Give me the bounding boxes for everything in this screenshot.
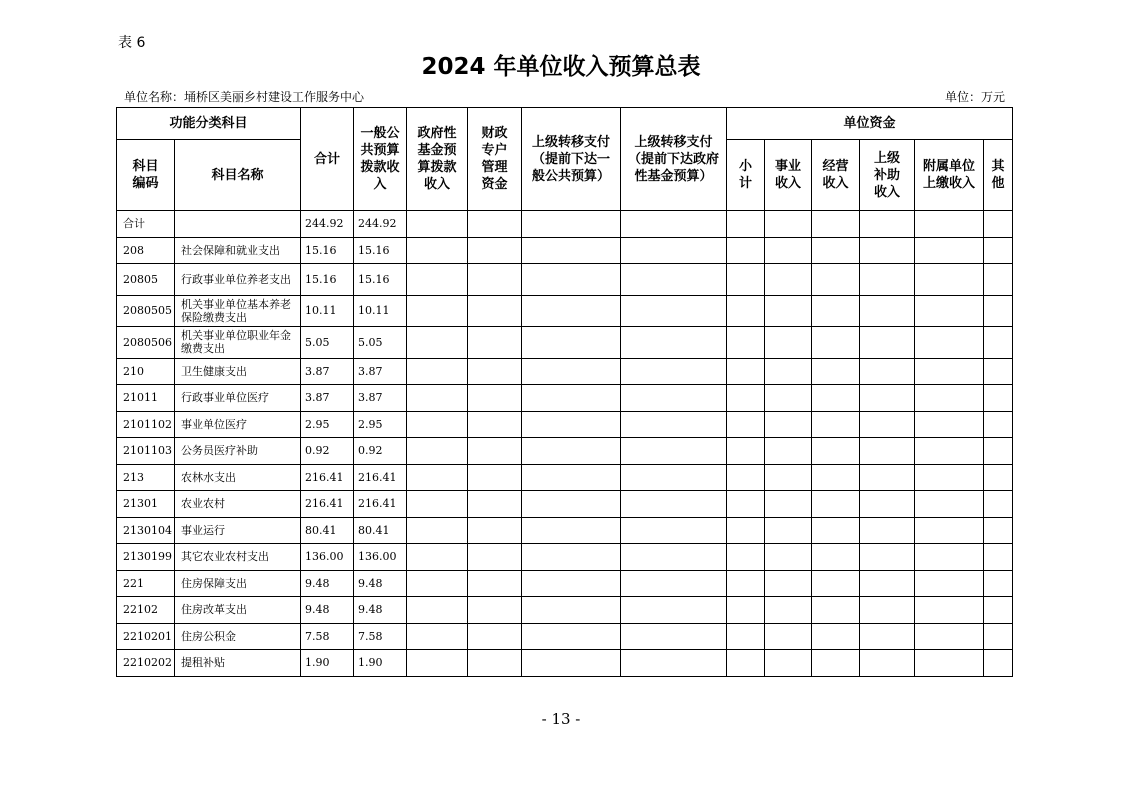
table-row xyxy=(117,211,1013,238)
row-general: 5.05 xyxy=(354,327,407,359)
page-number: - 13 - xyxy=(541,710,581,728)
row-general: 7.58 xyxy=(354,623,407,650)
header-subtotal: 小计 xyxy=(727,140,765,211)
row-general: 3.87 xyxy=(354,385,407,412)
row-total: 3.87 xyxy=(301,385,354,412)
row-general: 15.16 xyxy=(354,237,407,264)
row-name: 农业农村 xyxy=(175,491,301,518)
row-general: 244.92 xyxy=(354,211,407,238)
row-name: 机关事业单位基本养老保险缴费支出 xyxy=(175,295,301,327)
header-transfer-general: 上级转移支付（提前下达一般公共预算） xyxy=(522,108,621,211)
row-general: 3.87 xyxy=(354,358,407,385)
header-name: 科目名称 xyxy=(175,140,301,211)
table-row xyxy=(117,570,1013,597)
row-general: 216.41 xyxy=(354,491,407,518)
row-code: 21301 xyxy=(117,491,175,518)
row-name: 农林水支出 xyxy=(175,464,301,491)
table-row xyxy=(117,358,1013,385)
row-total: 80.41 xyxy=(301,517,354,544)
row-name: 公务员医疗补助 xyxy=(175,438,301,465)
row-general: 136.00 xyxy=(354,544,407,571)
table-row xyxy=(117,295,1013,327)
row-name xyxy=(175,211,301,238)
row-general: 9.48 xyxy=(354,597,407,624)
header-general-public: 一般公共预算拨款收入 xyxy=(354,108,407,211)
row-code: 213 xyxy=(117,464,175,491)
row-code: 2101102 xyxy=(117,411,175,438)
row-name: 行政事业单位养老支出 xyxy=(175,264,301,296)
row-name: 机关事业单位职业年金缴费支出 xyxy=(175,327,301,359)
row-total: 216.41 xyxy=(301,464,354,491)
unit-name: 单位名称：埇桥区美丽乡村建设工作服务中心 xyxy=(124,90,365,104)
table-row xyxy=(117,237,1013,264)
row-general: 1.90 xyxy=(354,650,407,677)
header-functional-category: 功能分类科目 xyxy=(117,108,301,140)
row-name: 住房公积金 xyxy=(175,623,301,650)
header-subordinate-income: 附属单位上缴收入 xyxy=(915,140,984,211)
row-general: 10.11 xyxy=(354,295,407,327)
row-code: 2210202 xyxy=(117,650,175,677)
row-total: 216.41 xyxy=(301,491,354,518)
row-total: 1.90 xyxy=(301,650,354,677)
table-row xyxy=(117,544,1013,571)
table-row xyxy=(117,385,1013,412)
table-row xyxy=(117,438,1013,465)
table-row xyxy=(117,517,1013,544)
row-total: 9.48 xyxy=(301,597,354,624)
row-general: 0.92 xyxy=(354,438,407,465)
row-code: 22102 xyxy=(117,597,175,624)
row-name: 行政事业单位医疗 xyxy=(175,385,301,412)
row-name: 住房改革支出 xyxy=(175,597,301,624)
table-row xyxy=(117,264,1013,296)
row-total: 9.48 xyxy=(301,570,354,597)
row-total: 15.16 xyxy=(301,264,354,296)
row-code: 21011 xyxy=(117,385,175,412)
table-row xyxy=(117,327,1013,359)
header-superior-subsidy: 上级补助收入 xyxy=(860,140,915,211)
header-operating-income: 经营收入 xyxy=(812,140,860,211)
header-unit-funds: 单位资金 xyxy=(727,108,1013,140)
header-transfer-fund: 上级转移支付（提前下达政府性基金预算） xyxy=(621,108,727,211)
row-name: 提租补贴 xyxy=(175,650,301,677)
table-row xyxy=(117,411,1013,438)
table-row xyxy=(117,464,1013,491)
header-total: 合计 xyxy=(301,108,354,211)
table-label: 表 6 xyxy=(118,35,146,51)
row-total: 15.16 xyxy=(301,237,354,264)
header-business-income: 事业收入 xyxy=(765,140,812,211)
header-gov-fund: 政府性基金预算拨款收入 xyxy=(407,108,468,211)
row-code: 20805 xyxy=(117,264,175,296)
table-row xyxy=(117,491,1013,518)
row-general: 9.48 xyxy=(354,570,407,597)
row-total: 3.87 xyxy=(301,358,354,385)
table-row xyxy=(117,623,1013,650)
header-code: 科目编码 xyxy=(117,140,175,211)
row-general: 216.41 xyxy=(354,464,407,491)
row-general: 80.41 xyxy=(354,517,407,544)
row-general: 15.16 xyxy=(354,264,407,296)
row-code: 2101103 xyxy=(117,438,175,465)
row-total: 10.11 xyxy=(301,295,354,327)
row-name: 其它农业农村支出 xyxy=(175,544,301,571)
row-name: 卫生健康支出 xyxy=(175,358,301,385)
row-total: 5.05 xyxy=(301,327,354,359)
row-code: 221 xyxy=(117,570,175,597)
row-code: 2130104 xyxy=(117,517,175,544)
budget-table xyxy=(116,107,1013,677)
row-total: 0.92 xyxy=(301,438,354,465)
row-code: 2210201 xyxy=(117,623,175,650)
row-total: 136.00 xyxy=(301,544,354,571)
row-code: 合计 xyxy=(117,211,175,238)
row-code: 210 xyxy=(117,358,175,385)
row-code: 2080505 xyxy=(117,295,175,327)
page-title: 2024 年单位收入预算总表 xyxy=(421,54,701,80)
table-row xyxy=(117,650,1013,677)
unit-measure: 单位：万元 xyxy=(944,90,1005,104)
header-special-fiscal: 财政专户管理资金 xyxy=(468,108,522,211)
row-name: 社会保障和就业支出 xyxy=(175,237,301,264)
table-row xyxy=(117,597,1013,624)
header-other: 其他 xyxy=(984,140,1013,211)
row-name: 住房保障支出 xyxy=(175,570,301,597)
row-code: 2130199 xyxy=(117,544,175,571)
row-code: 2080506 xyxy=(117,327,175,359)
row-name: 事业运行 xyxy=(175,517,301,544)
row-total: 2.95 xyxy=(301,411,354,438)
row-general: 2.95 xyxy=(354,411,407,438)
row-total: 7.58 xyxy=(301,623,354,650)
row-code: 208 xyxy=(117,237,175,264)
row-total: 244.92 xyxy=(301,211,354,238)
row-name: 事业单位医疗 xyxy=(175,411,301,438)
